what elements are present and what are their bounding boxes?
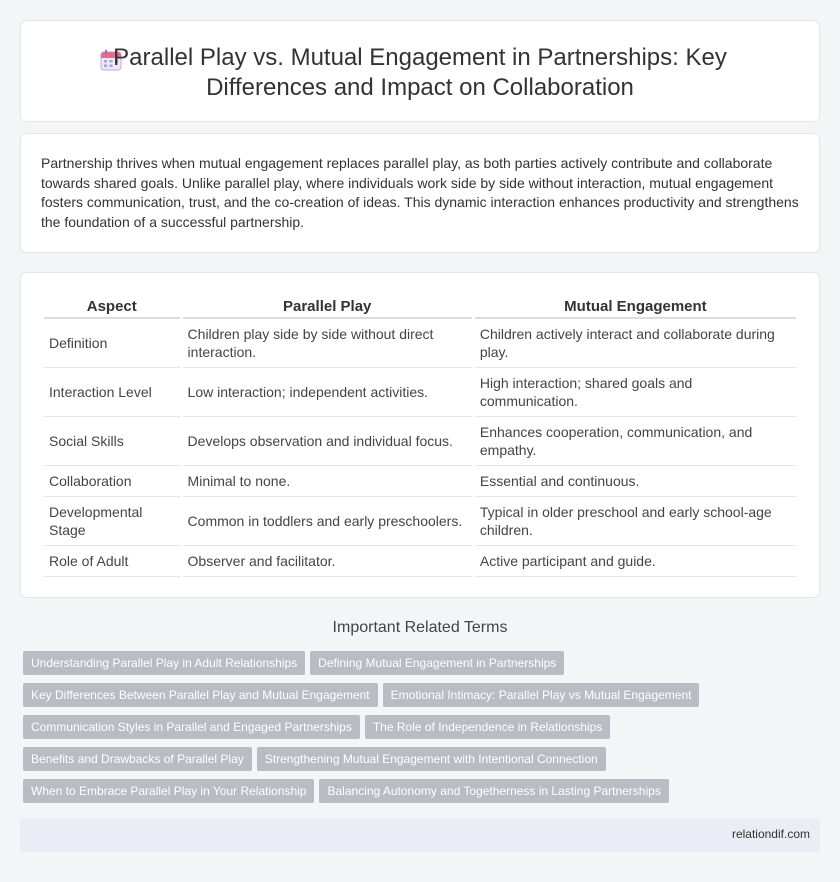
table-row [44, 368, 796, 417]
table-row [44, 319, 796, 368]
table-cell-aspect: Interaction Level [44, 368, 180, 417]
related-term-tag[interactable]: The Role of Independence in Relationships [365, 715, 611, 739]
table-cell-parallel: Low interaction; independent activities. [183, 368, 472, 417]
related-terms-title: Important Related Terms [332, 619, 508, 636]
table-header-row [44, 295, 796, 319]
table-cell-parallel: Observer and facilitator. [183, 546, 472, 577]
table-cell-parallel: Minimal to none. [183, 466, 472, 497]
related-terms-list [23, 651, 723, 811]
intro-card [20, 133, 820, 253]
related-term-tag[interactable]: Understanding Parallel Play in Adult Relationships [23, 651, 305, 675]
table-cell-aspect: Developmental Stage [44, 497, 180, 546]
table-cell-mutual: Enhances cooperation, communication, and empathy. [475, 417, 796, 466]
footer [20, 818, 820, 852]
related-term-tag[interactable]: When to Embrace Parallel Play in Your Relationship [23, 779, 314, 803]
header-card [20, 20, 820, 122]
related-term-tag[interactable]: Balancing Autonomy and Togetherness in Lasting Partnerships [319, 779, 668, 803]
table-cell-mutual: Children actively interact and collaborate during play. [475, 319, 796, 368]
related-term-tag[interactable]: Benefits and Drawbacks of Parallel Play [23, 747, 252, 771]
page-title: Parallel Play vs. Mutual Engagement in Partnerships: Key Differences and Impact on Collaboration [113, 44, 727, 101]
related-term-tag[interactable]: Strengthening Mutual Engagement with Intentional Connection [257, 747, 606, 771]
table-row [44, 466, 796, 497]
comparison-table-card [20, 272, 820, 598]
intro-text: Partnership thrives when mutual engagement replaces parallel play, as both parties actively contribute and collaborate towards shared goals. Unlike parallel play, where individuals work side by side without interaction, mutual engagement fosters communication, trust, and the co-creation of ideas. This dynamic interaction enhances productivity and strengthens the foundation of a successful partnership. [41, 155, 799, 230]
table-row [44, 546, 796, 577]
table-cell-aspect: Collaboration [44, 466, 180, 497]
column-header-aspect: Aspect [44, 295, 180, 319]
comparison-table [41, 295, 799, 577]
column-header-mutual-engagement: Mutual Engagement [475, 295, 796, 319]
column-header-parallel-play: Parallel Play [183, 295, 472, 319]
table-cell-parallel: Common in toddlers and early preschoolers. [183, 497, 472, 546]
table-cell-parallel: Develops observation and individual focus. [183, 417, 472, 466]
related-term-tag[interactable]: Emotional Intimacy: Parallel Play vs Mutual Engagement [383, 683, 700, 707]
table-row [44, 417, 796, 466]
table-cell-parallel: Children play side by side without direct interaction. [183, 319, 472, 368]
table-row [44, 497, 796, 546]
related-term-tag[interactable]: Communication Styles in Parallel and Engaged Partnerships [23, 715, 360, 739]
table-cell-aspect: Definition [44, 319, 180, 368]
table-cell-mutual: Active participant and guide. [475, 546, 796, 577]
related-term-tag[interactable]: Defining Mutual Engagement in Partnerships [310, 651, 564, 675]
table-cell-mutual: High interaction; shared goals and communication. [475, 368, 796, 417]
related-term-tag[interactable]: Key Differences Between Parallel Play and Mutual Engagement [23, 683, 378, 707]
footer-site-link[interactable]: relationdif.com [731, 827, 810, 841]
table-cell-mutual: Typical in older preschool and early school-age children. [475, 497, 796, 546]
table-cell-mutual: Essential and continuous. [475, 466, 796, 497]
table-cell-aspect: Role of Adult [44, 546, 180, 577]
table-cell-aspect: Social Skills [44, 417, 180, 466]
